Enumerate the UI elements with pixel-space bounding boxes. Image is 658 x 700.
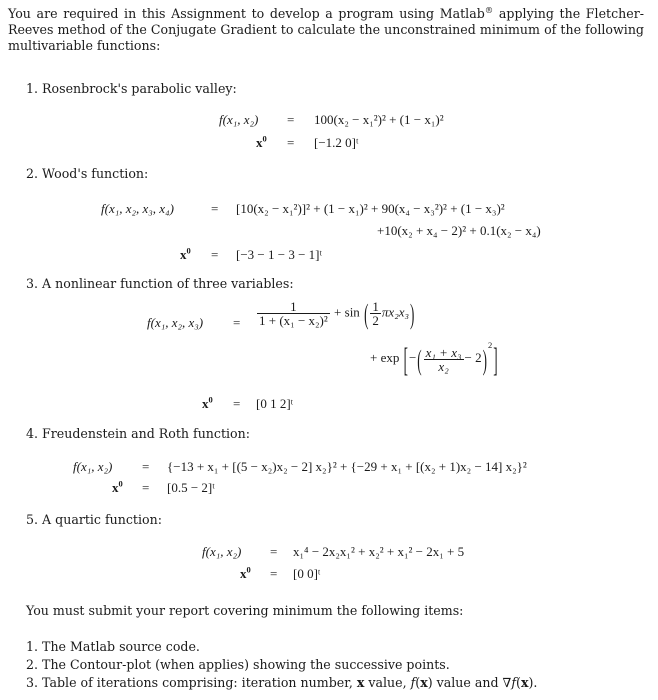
eq2-x0-value: [−3 − 1 − 3 − 1]ᵗ [236,247,322,262]
left-bracket: [ [403,339,408,379]
fraction-numerator: 1 [257,300,330,314]
nabla-symbol: ∇ [502,675,512,690]
report-item-3: 3. Table of iterations comprising: iteration number, x value, f(x) value and ∇f(x). [26,675,538,690]
eq2-lhs: f(x₁, x₂, x₃, x₄) [101,201,174,216]
x0-symbol: x [180,247,187,262]
problem-2-heading [26,168,148,181]
sin-argument: πx₂x₃ [381,304,409,320]
problem-number: 5. [26,512,39,527]
item-number: 3. [26,675,39,690]
report-intro: You must submit your report covering minimum the following items: [26,603,464,618]
eq2-rhs-line-2: +10(x₂ + x₄ − 2)² + 0.1(x₂ − x₄) [377,223,541,238]
minus-two: − 2 [464,350,482,365]
x-vector-symbol: x [420,675,428,690]
problem-title: A quartic function: [42,512,162,527]
problem-title: Freudenstein and Roth function: [42,426,250,441]
eq1-x0-value: [−1.2 0]ᵗ [314,135,359,150]
intro-text-part-2: applying the Fletcher-Reeves method of the Conjugate Gradient to calculate the unconstrained minimum of the following multivariable functions: [8,6,644,53]
problem-4-heading [26,428,250,441]
problem-3-heading [26,278,294,291]
item-text: value, [364,675,411,690]
right-bracket: ] [493,339,498,379]
eq2-equals: = [211,201,219,216]
item-text: . [533,675,538,690]
f-symbol: f [410,675,416,690]
eq4-x0-label [112,478,123,495]
eq3-fraction [257,300,330,327]
problem-number: 1. [26,81,39,96]
fraction-denominator: 1 + (x₁ − x₂)² [259,313,328,328]
x0-superscript: 0 [208,394,213,405]
eq1-equals: = [287,112,295,127]
eq4-equals: = [142,459,150,474]
left-paren: ( [364,297,369,330]
problem-number: 4. [26,426,39,441]
item-text: value and [432,675,503,690]
x0-symbol: x [256,135,263,150]
eq4-x0-equals: = [142,480,150,495]
problem-title: Rosenbrock's parabolic valley: [42,81,237,96]
fraction-denominator: 2 [372,313,379,328]
intro-text-part-1: You are required in this Assignment to develop a program using Matlab [8,6,485,21]
eq5-x0-label [240,564,251,581]
eq3-rhs-line-1 [256,297,415,330]
fraction-denominator: x₂ [438,358,449,374]
problem-title: Wood's function: [42,166,149,181]
f-symbol: f [511,675,517,690]
eq1-x0-equals: = [287,135,295,150]
x0-symbol: x [202,396,209,411]
eq5-rhs: x₁⁴ − 2x₂x₁² + x₂² + x₁² − 2x₁ + 5 [293,544,465,559]
sin-operator: + sin [334,304,360,320]
report-item-2 [26,659,450,672]
x0-superscript: 0 [186,245,191,256]
eq3-x0-label [202,394,213,411]
eq3-equals: = [233,315,241,330]
square-exponent: 2 [487,340,493,350]
problem-1-heading [26,83,237,96]
right-paren: ) [410,297,415,330]
report-item-1 [26,641,200,654]
inner-fraction [424,346,464,373]
eq4-rhs: {−13 + x₁ + [(5 − x₂)x₂ − 2] x₂}² + {−29 + x₁ + [(x₂ + 1)x₂ − 14] x₂}² [167,459,527,474]
eq3-rhs-line-2: + exp [−( $\frac{\text{x₁ + x₃}}{\text{x₂}}$ − 2)$^2$] [370,339,498,379]
item-number: 2. [26,657,39,672]
eq1-x0-label [256,133,267,150]
eq3-x0-value: [0 1 2]ᵗ [256,396,294,411]
item-number: 1. [26,639,39,654]
eq5-x0-value: [0 0]ᵗ [293,566,321,581]
eq2-rhs-line-1: [10(x₂ − x₁²)]² + (1 − x₁)² + 90(x₄ − x₃²)² + (1 − x₃)² [236,201,505,216]
eq4-x0-value: [0.5 − 2]ᵗ [167,480,215,495]
eq4-lhs: f(x₁, x₂) [73,459,113,474]
x-vector-symbol: x [356,675,365,690]
x0-symbol: x [240,566,247,581]
problem-number: 3. [26,276,39,291]
fraction-numerator: x₁ + x₃ [425,344,462,360]
eq3-lhs: f(x₁, x₂, x₃) [147,315,204,330]
registered-mark: ® [484,5,494,16]
eq3-x0-equals: = [233,396,241,411]
exp-operator: + exp [370,350,400,365]
x0-superscript: 0 [246,564,251,575]
x0-symbol: x [112,480,119,495]
x0-superscript: 0 [118,478,123,489]
eq5-lhs: f(x₁, x₂) [202,544,242,559]
x0-superscript: 0 [262,133,267,144]
problem-title: A nonlinear function of three variables: [42,276,294,291]
eq2-x0-equals: = [211,247,219,262]
problem-number: 2. [26,166,39,181]
eq1-rhs: 100(x₂ − x₁²)² + (1 − x₁)² [314,112,444,127]
fraction-numerator: 1 [372,299,379,314]
item-text: The Matlab source code. [42,639,200,654]
intro-paragraph [8,6,644,54]
right-paren: ) [482,342,487,376]
eq1-lhs: f(x₁, x₂) [219,112,259,127]
eq5-x0-equals: = [270,566,278,581]
item-text: Table of iterations comprising: iteration number, [42,675,357,690]
left-paren: ( [417,342,422,376]
eq5-equals: = [270,544,278,559]
half-fraction [370,300,381,327]
item-text: The Contour-plot (when applies) showing the successive points. [42,657,450,672]
eq2-x0-label [180,245,191,262]
problem-5-heading [26,514,162,527]
x-vector-symbol: x [520,675,529,690]
